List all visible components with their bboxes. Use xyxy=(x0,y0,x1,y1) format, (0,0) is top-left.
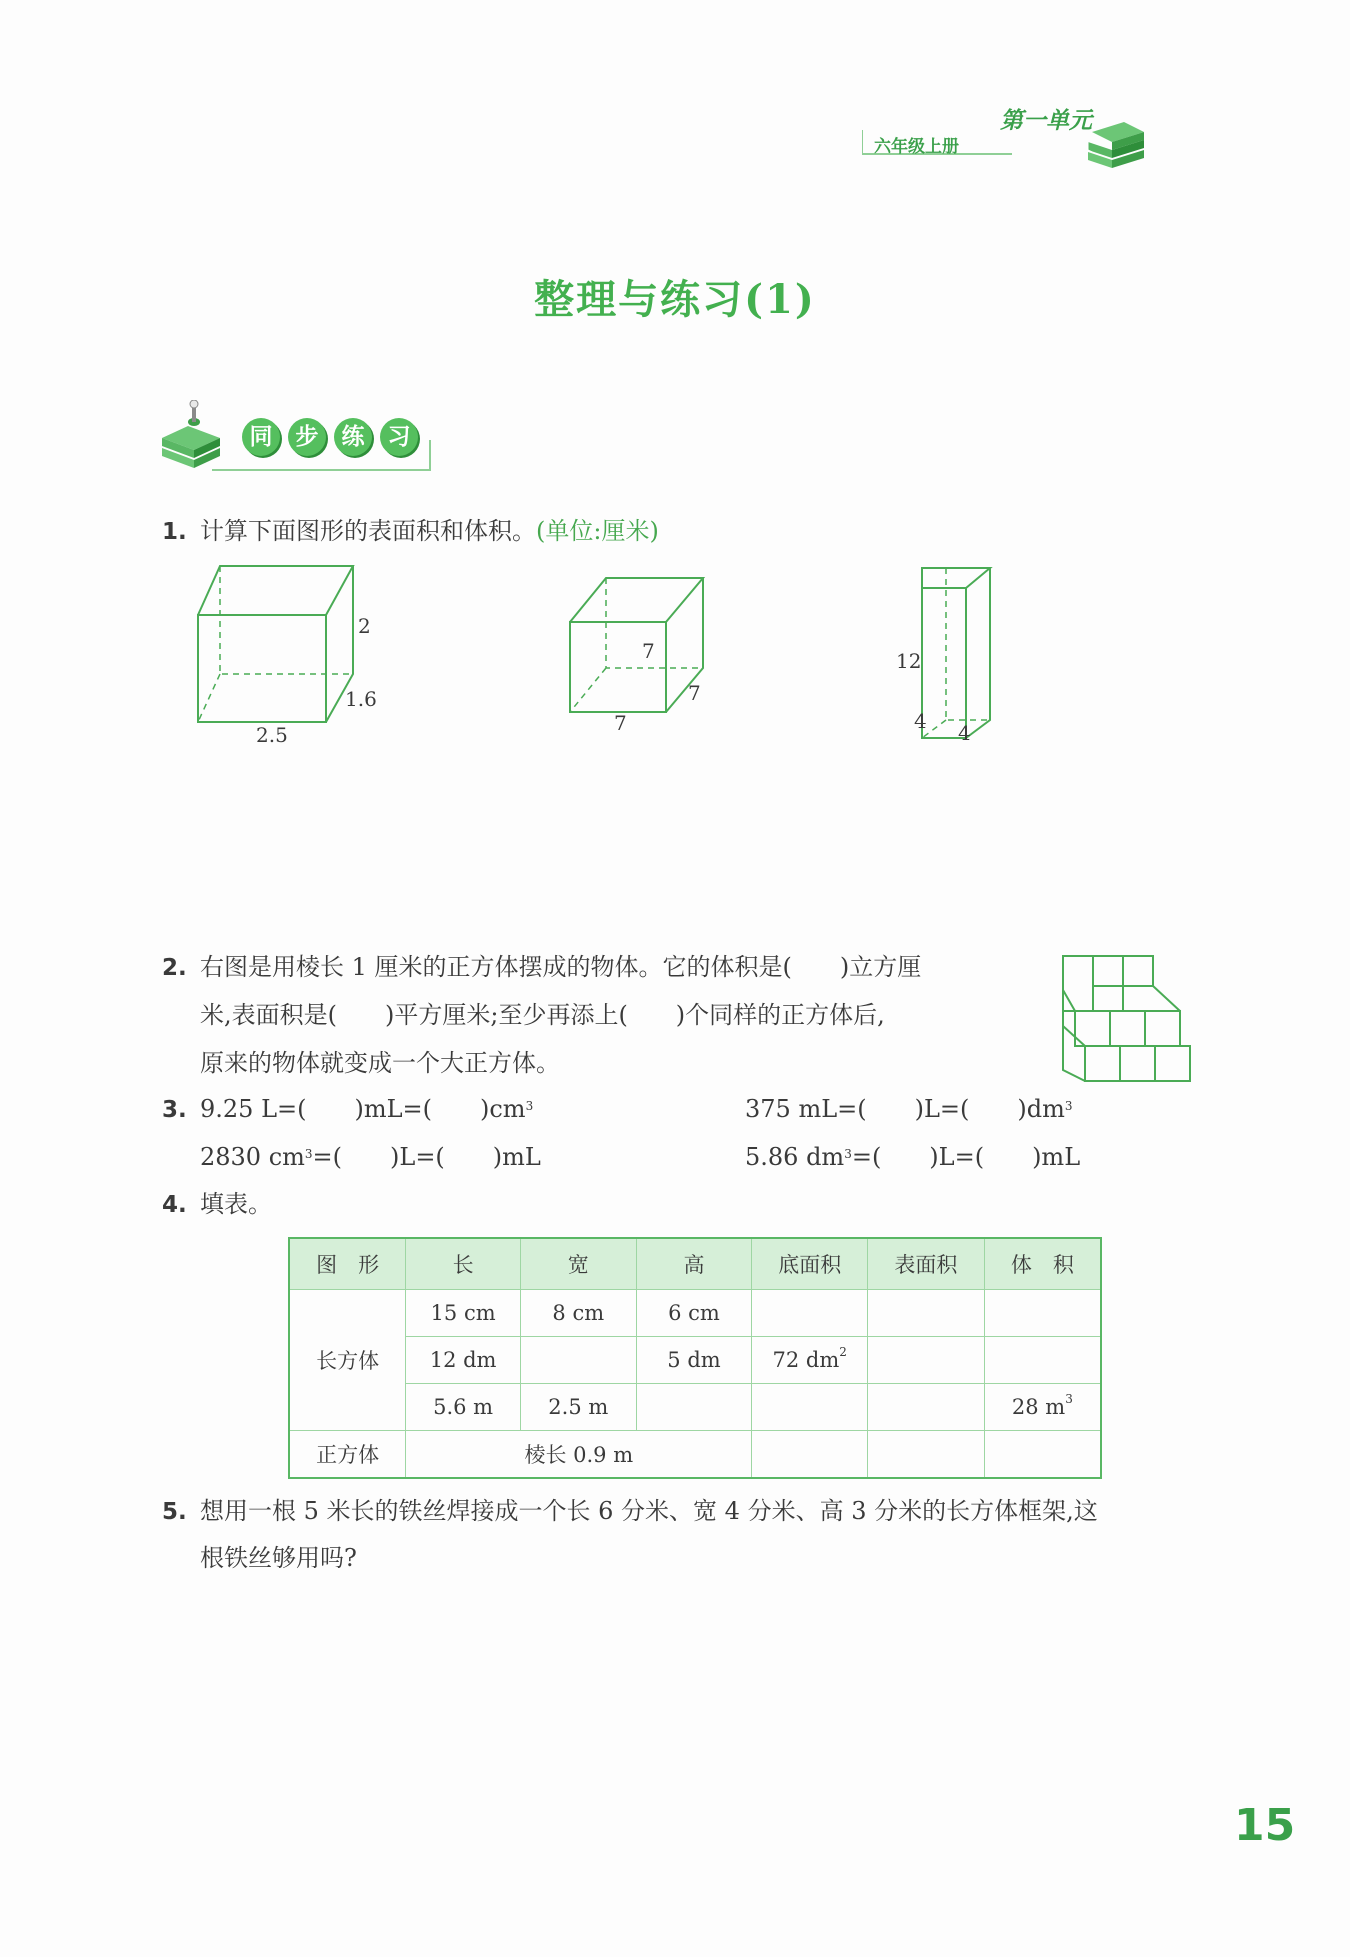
exponent: 3 xyxy=(525,1099,534,1113)
question-5-line: 根铁丝够用吗? xyxy=(200,1544,357,1572)
exponent: 3 xyxy=(1064,1099,1073,1113)
answer-cell[interactable] xyxy=(520,1337,636,1384)
table-cell xyxy=(984,1384,1101,1431)
dimension-label: 2 xyxy=(358,614,371,638)
question-number: 4. xyxy=(162,1192,187,1218)
cuboid-drawing xyxy=(190,560,420,750)
unit-label: 第一单元 xyxy=(1000,108,1092,134)
cuboid-figure-2 xyxy=(890,560,1010,750)
question-1-prompt: 计算下面图形的表面积和体积。 xyxy=(200,517,536,545)
cube-edge-cell: 棱长 0.9 m xyxy=(406,1431,752,1479)
shape-label: 长方体 xyxy=(289,1290,406,1431)
cell-value: 72 dm xyxy=(772,1348,840,1372)
table-cell: 12 dm xyxy=(406,1337,521,1384)
unit-note: (单位:厘米) xyxy=(536,517,659,545)
question-4-text: 填表。 xyxy=(200,1190,272,1218)
column-header: 高 xyxy=(636,1238,752,1290)
answer-cell[interactable] xyxy=(984,1290,1101,1337)
exponent: 2 xyxy=(839,1345,847,1359)
question-1-text xyxy=(200,516,659,546)
cuboid-figure-1 xyxy=(190,560,420,750)
conversion-text: 5.86 dm xyxy=(745,1143,845,1171)
answer-cell[interactable] xyxy=(868,1384,985,1431)
table-cell: 5 dm xyxy=(636,1337,752,1384)
column-header: 体 积 xyxy=(984,1238,1101,1290)
exponent: 3 xyxy=(1065,1392,1073,1406)
dimension-label: 4 xyxy=(958,721,971,745)
table-header-row xyxy=(289,1238,1101,1290)
conversion-text: =( )L=( )mL xyxy=(851,1143,1081,1171)
answer-cell[interactable] xyxy=(868,1337,985,1384)
answer-cell[interactable] xyxy=(868,1290,985,1337)
conversion-c xyxy=(200,1142,541,1172)
table-row xyxy=(289,1337,1101,1384)
column-header: 长 xyxy=(406,1238,521,1290)
dimension-label: 7 xyxy=(614,711,627,735)
section-banner xyxy=(160,400,440,475)
exponent: 3 xyxy=(304,1147,313,1161)
question-5-line: 想用一根 5 米长的铁丝焊接成一个长 6 分米、宽 4 分米、高 3 分米的长方体框架,这 xyxy=(200,1497,1098,1525)
table-cell: 8 cm xyxy=(520,1290,636,1337)
answer-cell[interactable] xyxy=(868,1431,985,1479)
question-number: 2. xyxy=(162,955,187,981)
conversion-text: 9.25 L=( )mL=( )cm xyxy=(200,1095,526,1123)
question-2-line: 右图是用棱长 1 厘米的正方体摆成的物体。它的体积是( )立方厘 xyxy=(200,953,922,981)
answer-cell[interactable] xyxy=(984,1337,1101,1384)
cube-drawing xyxy=(560,570,720,740)
section-char: 同 xyxy=(242,418,280,456)
answer-cell[interactable] xyxy=(752,1290,868,1337)
table-row xyxy=(289,1431,1101,1479)
table-cell xyxy=(752,1337,868,1384)
table-row xyxy=(289,1384,1101,1431)
question-number: 1. xyxy=(162,519,187,545)
grade-label: 六年级上册 xyxy=(874,137,959,157)
section-char: 习 xyxy=(380,418,418,456)
question-number: 5. xyxy=(162,1499,187,1525)
table-cell: 6 cm xyxy=(636,1290,752,1337)
table-row xyxy=(289,1290,1101,1337)
conversion-a xyxy=(200,1094,533,1124)
dimension-label: 4 xyxy=(914,709,927,733)
answer-cell[interactable] xyxy=(984,1431,1101,1479)
table-cell: 2.5 m xyxy=(520,1384,636,1431)
dimension-label: 7 xyxy=(642,639,655,663)
page-title: 整理与练习(1) xyxy=(534,276,816,323)
column-header: 底面积 xyxy=(752,1238,868,1290)
section-char: 练 xyxy=(334,418,372,456)
stacked-cubes-figure xyxy=(1055,950,1195,1085)
dimension-label: 12 xyxy=(896,649,922,673)
conversion-b xyxy=(745,1094,1073,1124)
exponent: 3 xyxy=(844,1147,852,1161)
page-number: 15 xyxy=(1234,1800,1296,1851)
dimension-label: 2.5 xyxy=(256,723,288,747)
question-number: 3. xyxy=(162,1097,187,1123)
cube-figure xyxy=(560,570,720,740)
answer-cell[interactable] xyxy=(752,1431,868,1479)
answer-cell[interactable] xyxy=(636,1384,752,1431)
conversion-text: 375 mL=( )L=( )dm xyxy=(745,1095,1065,1123)
column-header: 图 形 xyxy=(289,1238,406,1290)
unit-header xyxy=(862,92,1192,172)
column-header: 宽 xyxy=(520,1238,636,1290)
table-cell: 15 cm xyxy=(406,1290,521,1337)
dimension-label: 7 xyxy=(688,681,701,705)
table-cell: 5.6 m xyxy=(406,1384,521,1431)
shape-label: 正方体 xyxy=(289,1431,406,1479)
conversion-d xyxy=(745,1142,1080,1172)
conversion-text: =( )L=( )mL xyxy=(312,1143,541,1171)
cell-value: 28 m xyxy=(1011,1395,1066,1419)
conversion-text: 2830 cm xyxy=(200,1143,305,1171)
dimension-label: 1.6 xyxy=(345,687,377,711)
question-2-line: 米,表面积是( )平方厘米;至少再添上( )个同样的正方体后, xyxy=(200,1001,885,1029)
fill-in-table xyxy=(288,1237,1102,1479)
column-header: 表面积 xyxy=(868,1238,985,1290)
section-char: 步 xyxy=(288,418,326,456)
question-2-line: 原来的物体就变成一个大正方体。 xyxy=(200,1049,560,1077)
answer-cell[interactable] xyxy=(752,1384,868,1431)
